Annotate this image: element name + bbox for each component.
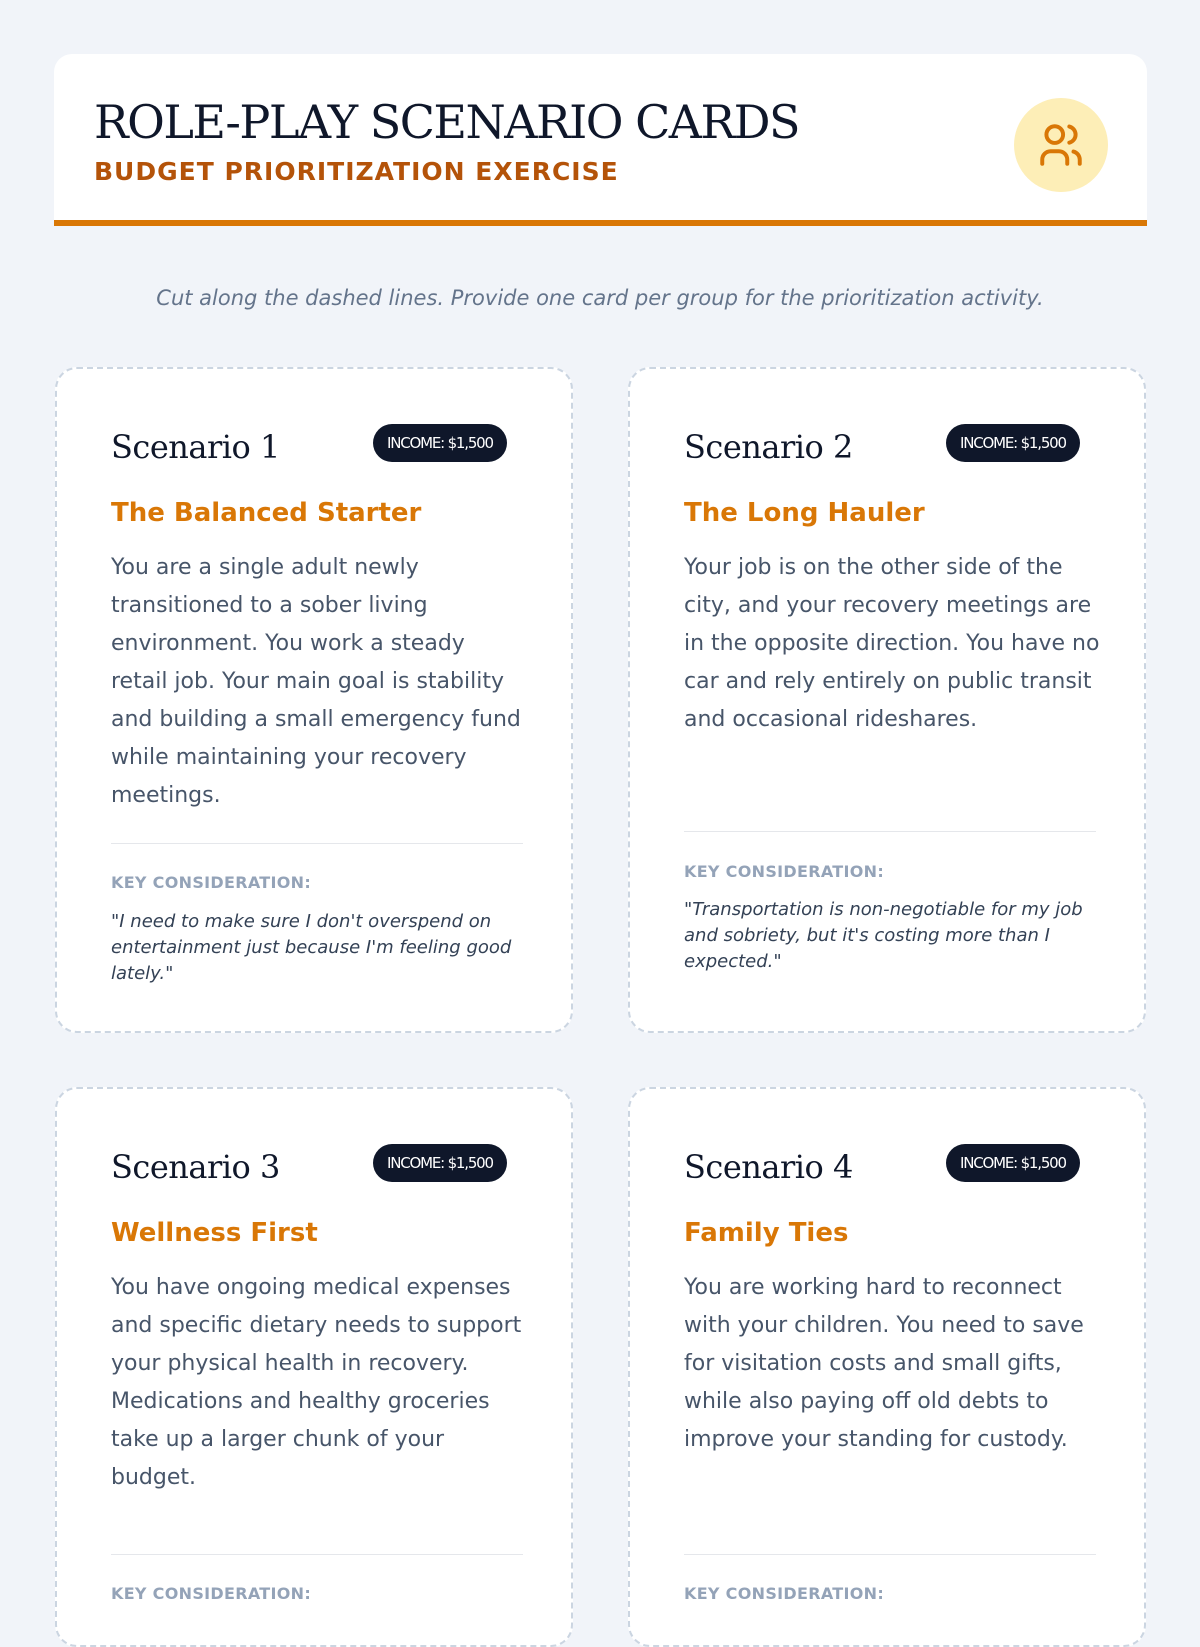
key-consideration-label: KEY CONSIDERATION: bbox=[684, 1584, 885, 1603]
scenario-title: Wellness First bbox=[111, 1218, 318, 1248]
card-divider bbox=[684, 831, 1096, 832]
scenario-card bbox=[55, 1087, 573, 1647]
scenario-number: Scenario 2 bbox=[684, 428, 853, 466]
income-badge: INCOME: $1,500 bbox=[373, 1144, 507, 1182]
cutting-instructions: Cut along the dashed lines. Provide one card per group for the prioritization activity. bbox=[156, 286, 1044, 310]
key-consideration-quote: "I need to make sure I don't overspend on entertainment just because I'm feeling good lately." bbox=[111, 911, 512, 984]
income-badge: INCOME: $1,500 bbox=[946, 1144, 1080, 1182]
scenario-card bbox=[628, 367, 1146, 1033]
scenario-title: Family Ties bbox=[684, 1218, 849, 1248]
scenario-title: The Long Hauler bbox=[684, 498, 925, 528]
income-badge: INCOME: $1,500 bbox=[373, 424, 507, 462]
card-divider bbox=[111, 843, 523, 844]
key-consideration-label: KEY CONSIDERATION: bbox=[111, 873, 312, 892]
key-consideration-label: KEY CONSIDERATION: bbox=[684, 862, 885, 881]
card-divider bbox=[684, 1554, 1096, 1555]
key-consideration-quote: "Transportation is non-negotiable for my job and sobriety, but it's costing more than I expected." bbox=[684, 899, 1083, 972]
scenario-number: Scenario 4 bbox=[684, 1148, 853, 1186]
scenario-card bbox=[628, 1087, 1146, 1647]
income-badge: INCOME: $1,500 bbox=[946, 424, 1080, 462]
scenario-number: Scenario 1 bbox=[111, 428, 280, 466]
page-header bbox=[54, 54, 1147, 226]
scenario-number: Scenario 3 bbox=[111, 1148, 280, 1186]
users-icon bbox=[1014, 98, 1108, 192]
scenario-description: You are working hard to reconnect with your children. You need to save for visitation costs and small gifts, while also paying off old debts to improve your standing for custody. bbox=[684, 1275, 1084, 1452]
scenario-description: Your job is on the other side of the city, and your recovery meetings are in the opposite direction. You have no car and rely entirely on public transit and occasional rideshares. bbox=[684, 555, 1100, 732]
key-consideration-label: KEY CONSIDERATION: bbox=[111, 1584, 312, 1603]
card-divider bbox=[111, 1554, 523, 1555]
scenario-card bbox=[55, 367, 573, 1033]
scenario-description: You have ongoing medical expenses and specific dietary needs to support your physical health in recovery. Medications and healthy groceries take up a larger chunk of your budget. bbox=[111, 1275, 522, 1490]
page-subtitle: BUDGET PRIORITIZATION EXERCISE bbox=[94, 157, 619, 186]
scenario-description: You are a single adult newly transitioned to a sober living environment. You work a steady retail job. Your main goal is stability and building a small emergency fund while maintaining your recovery meetings. bbox=[111, 555, 521, 808]
scenario-title: The Balanced Starter bbox=[111, 498, 422, 528]
page-title: ROLE-PLAY SCENARIO CARDS bbox=[94, 95, 800, 149]
